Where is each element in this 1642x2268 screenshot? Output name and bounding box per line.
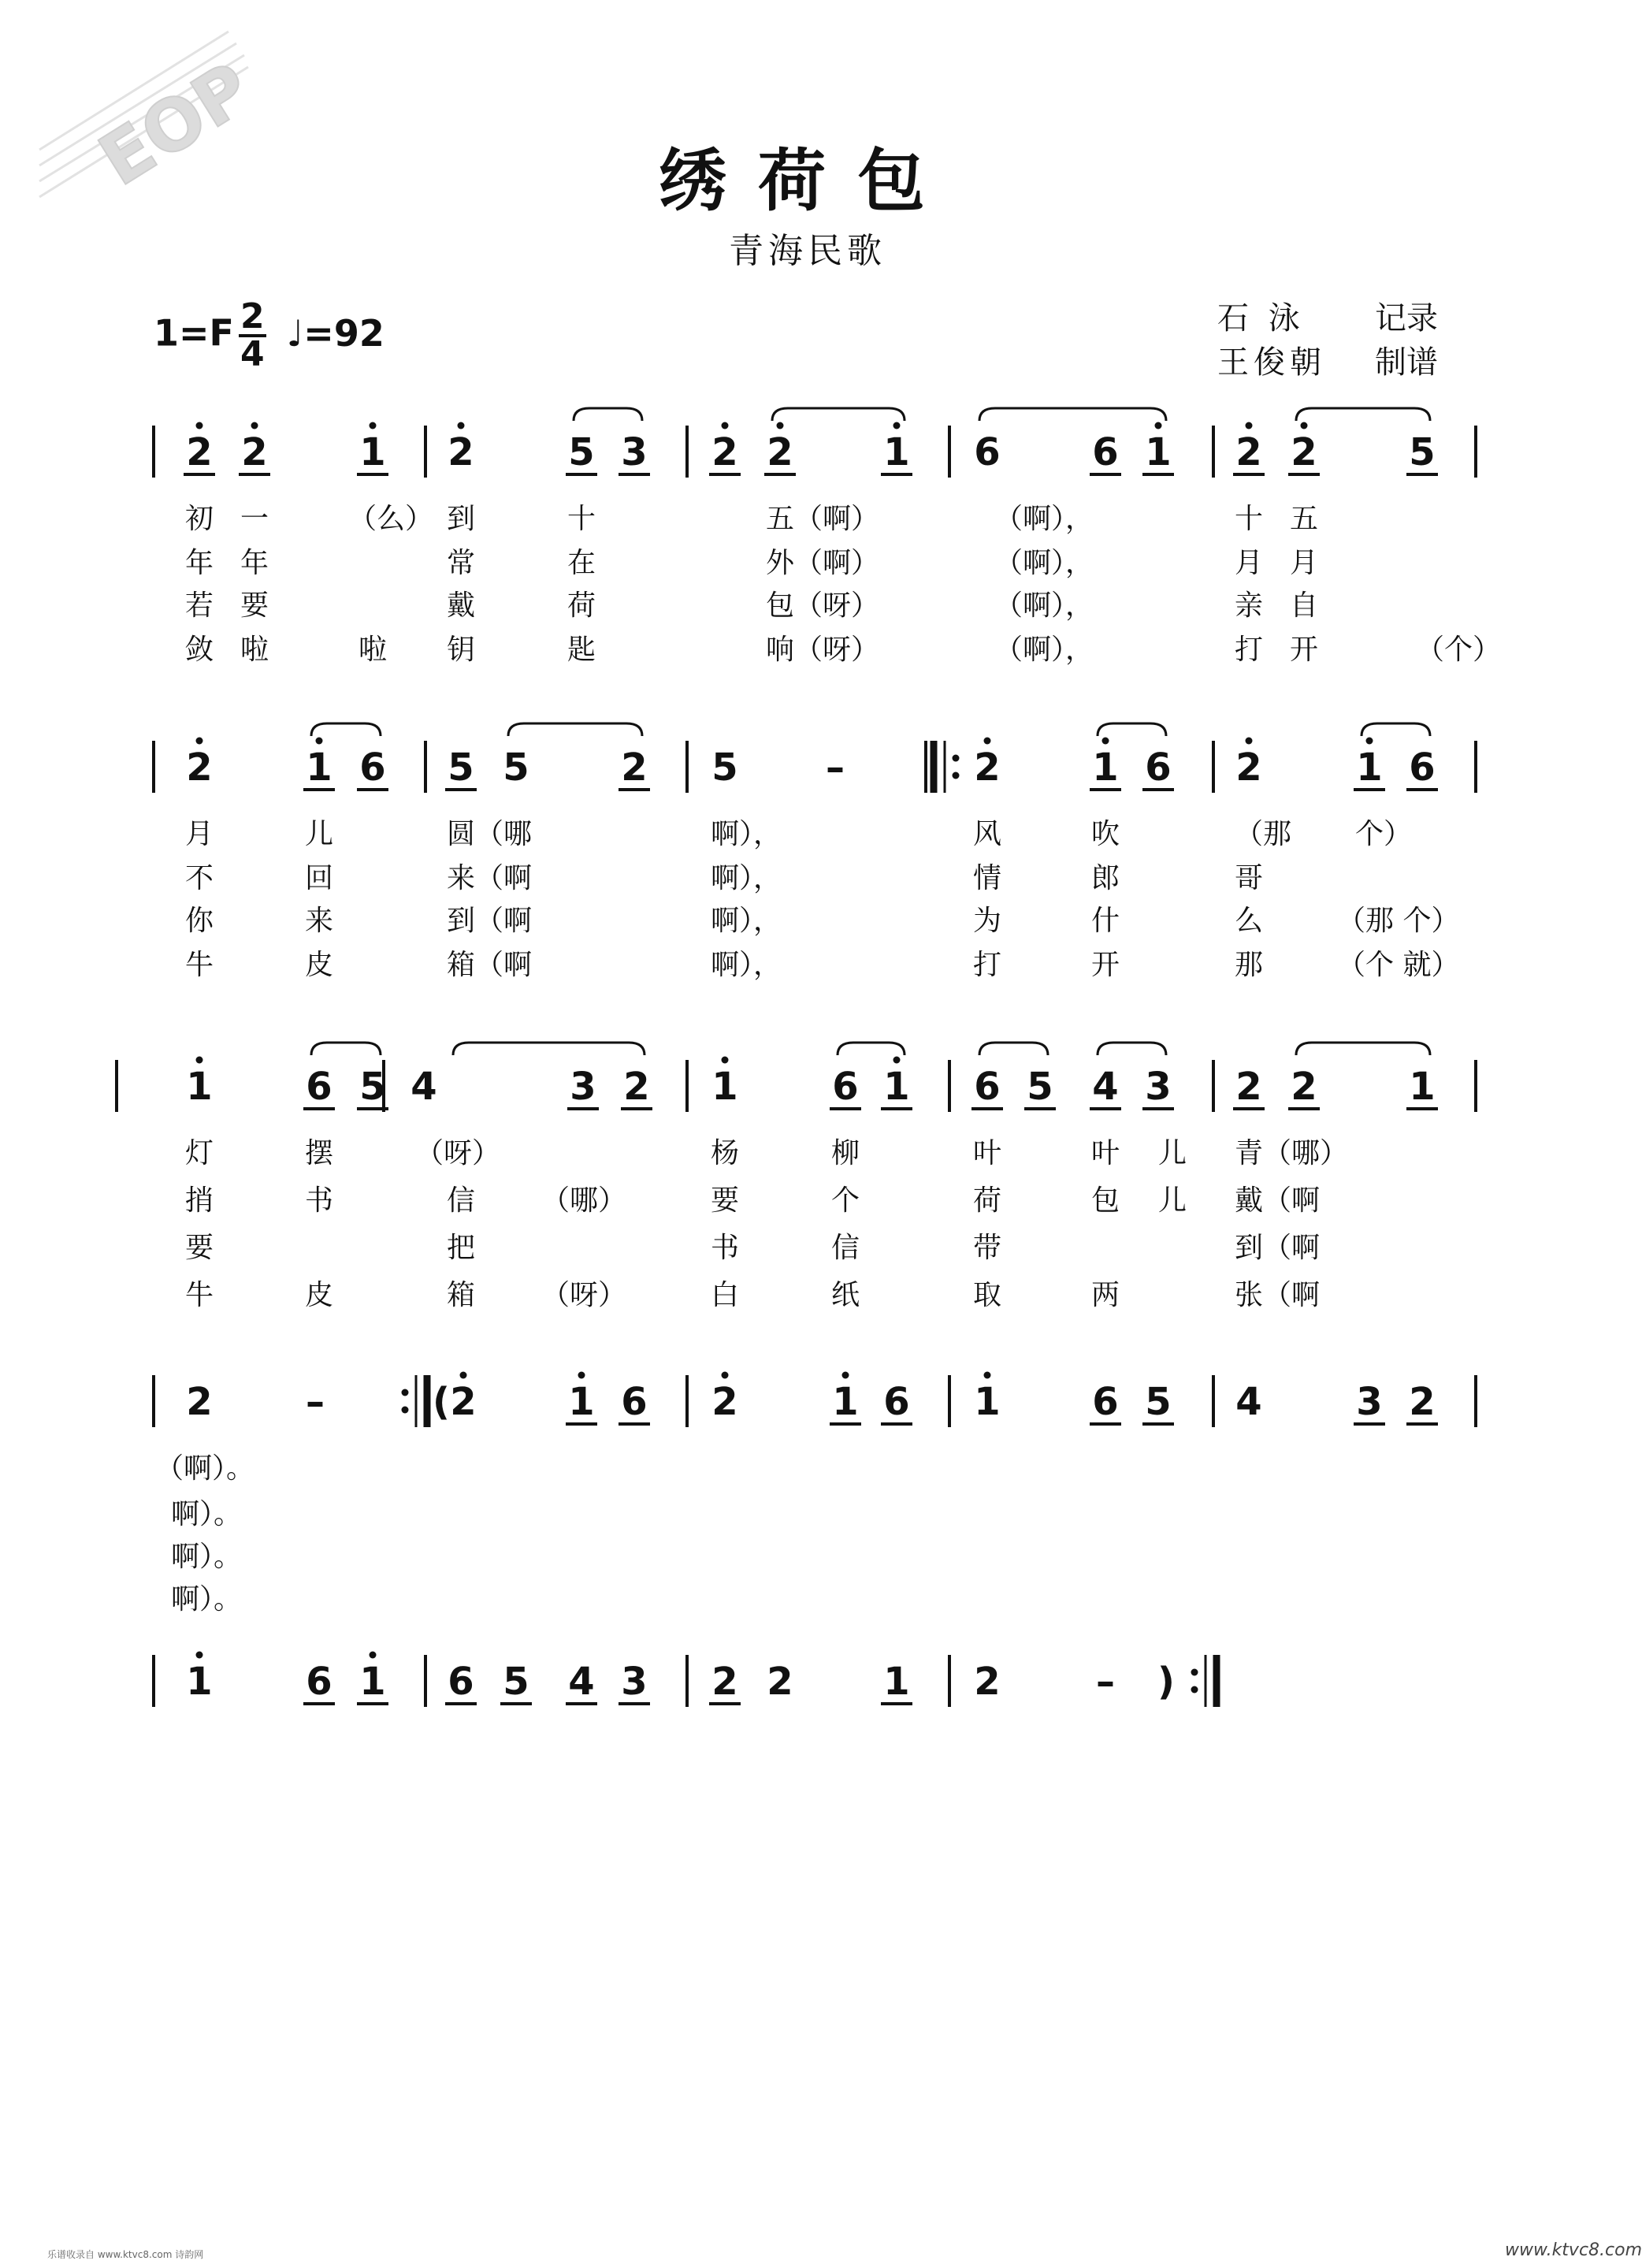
key-prefix: 1=F [154, 311, 234, 355]
note: 3 [621, 430, 648, 474]
lyric: 摆 [305, 1137, 334, 1169]
octave-dot [578, 1372, 585, 1379]
note: 6 [832, 1065, 859, 1109]
lyric: 风 [973, 818, 1002, 850]
lyric: 把 [447, 1232, 476, 1264]
lyric: 个） [1355, 818, 1413, 850]
lyric: 皮 [305, 1279, 334, 1311]
open-paren: ( [433, 1380, 450, 1424]
time-den: 4 [240, 334, 265, 374]
lyric: 十 [567, 503, 596, 535]
note: 1 [1145, 430, 1172, 474]
slur [838, 1043, 905, 1055]
octave-dot [196, 1057, 203, 1064]
lyric: 书 [711, 1232, 740, 1264]
note: 2 [621, 745, 648, 790]
octave-dot [842, 1372, 849, 1379]
lyric: 啊）。 [171, 1541, 243, 1573]
lyric: 圆（哪 [447, 818, 533, 850]
octave-dot [196, 1652, 203, 1659]
lyric: 月 [185, 818, 214, 850]
lyric: （哪） [541, 1184, 627, 1217]
note: 1 [832, 1380, 859, 1424]
note: 2 [1235, 1065, 1262, 1109]
note: 1 [711, 1065, 738, 1109]
lyric: 叶 [1091, 1137, 1120, 1169]
note: 2 [241, 430, 268, 474]
note: 1 [359, 430, 386, 474]
note: 2 [974, 745, 1001, 790]
lyric: 捎 [185, 1184, 214, 1217]
lyric: 杨 [711, 1137, 740, 1169]
octave-dot [1155, 422, 1162, 429]
slur [453, 1043, 645, 1055]
repeat-dot [1191, 1669, 1198, 1676]
lyric: 响（呀） [766, 634, 880, 666]
note: 1 [883, 1065, 910, 1109]
octave-dot [722, 1057, 729, 1064]
lyric: 包（呀） [766, 589, 880, 622]
octave-dot [984, 1372, 991, 1379]
note: 5 [1409, 430, 1436, 474]
note: 1 [1409, 1065, 1436, 1109]
note: 5 [568, 430, 595, 474]
lyric: 啊）。 [171, 1498, 243, 1530]
note: 6 [1092, 1380, 1119, 1424]
note: 2 [1291, 1065, 1317, 1109]
key-signature [154, 296, 384, 374]
note: 1 [883, 1660, 910, 1704]
lyric: 个 [831, 1184, 860, 1217]
note: 2 [1291, 430, 1317, 474]
repeat-dot [402, 1389, 409, 1396]
lyric: 箱（啊 [447, 949, 533, 981]
note: 5 [359, 1065, 386, 1109]
lyric: 要 [240, 589, 269, 622]
octave-dot [777, 422, 784, 429]
lyric: 皮 [305, 949, 334, 981]
lyric: 敛 [185, 634, 214, 666]
credit-name: 王俊朝 [1217, 344, 1326, 381]
lyric: 外（啊） [766, 547, 880, 579]
note: 6 [974, 1065, 1001, 1109]
score-notation [0, 410, 1615, 2222]
note: 2 [711, 1660, 738, 1704]
lyric: （个 就） [1337, 949, 1460, 981]
octave-dot [458, 422, 465, 429]
lyric: 你 [185, 905, 214, 937]
lyric: 叶 [973, 1137, 1002, 1169]
octave-dot [893, 422, 901, 429]
lyric: 灯 [185, 1137, 214, 1169]
lyric: 啊）。 [171, 1583, 243, 1615]
note: 1 [974, 1380, 1001, 1424]
lyric: 纸 [831, 1279, 860, 1311]
footer-site-url[interactable]: www.ktvc8.com [1505, 2240, 1642, 2260]
slur [311, 723, 381, 736]
time-num: 2 [240, 296, 265, 336]
lyric: 郎 [1091, 862, 1120, 894]
octave-dot [1246, 738, 1253, 745]
note: 2 [767, 430, 793, 474]
lyric: 到 [447, 503, 476, 535]
lyric: 吹 [1091, 818, 1120, 850]
lyric: 要 [185, 1232, 214, 1264]
note: 5 [503, 1660, 529, 1704]
lyric: 开 [1290, 634, 1319, 666]
lyric: 么 [1235, 905, 1264, 937]
lyric: 十 [1235, 503, 1264, 535]
octave-dot [893, 1057, 901, 1064]
note: 3 [570, 1065, 596, 1109]
note: 2 [448, 430, 474, 474]
note: 2 [450, 1380, 477, 1424]
footer-site-note: 乐谱收录自 www.ktvc8.com 诗韵网 [47, 2249, 204, 2260]
lyric: 打 [973, 949, 1002, 981]
lyric: 张（啊 [1235, 1279, 1321, 1311]
lyric: 带 [973, 1232, 1002, 1264]
note: 6 [306, 1660, 332, 1704]
lyric: 信 [831, 1232, 860, 1264]
credit-role: 制谱 [1375, 344, 1438, 381]
lyric: （啊）， [994, 589, 1094, 622]
lyric: 五（啊） [766, 503, 880, 535]
repeat-dot [402, 1407, 409, 1414]
octave-dot [251, 422, 258, 429]
note: 5 [711, 745, 738, 790]
note: 2 [186, 430, 213, 474]
lyric: 不 [185, 862, 214, 894]
note: 2 [711, 430, 738, 474]
note: 2 [974, 1660, 1001, 1704]
lyric: 书 [305, 1184, 334, 1217]
lyric: 在 [567, 547, 596, 579]
note: 3 [1145, 1065, 1172, 1109]
octave-dot [1366, 738, 1373, 745]
lyric: 若 [185, 589, 214, 622]
note: 6 [883, 1380, 910, 1424]
slur [1296, 1043, 1430, 1055]
note: 2 [623, 1065, 650, 1109]
lyric: （那 个） [1337, 905, 1460, 937]
note: – [306, 1380, 325, 1424]
note: 5 [1145, 1380, 1172, 1424]
note: 6 [306, 1065, 332, 1109]
lyric: 啊）， [711, 862, 782, 894]
octave-dot [722, 422, 729, 429]
slur [574, 408, 642, 421]
octave-dot [984, 738, 991, 745]
lyric: （呀） [541, 1279, 627, 1311]
lyric: 来（啊 [447, 862, 533, 894]
lyric: 情 [973, 862, 1002, 894]
lyric: 戴 [447, 589, 476, 622]
slur [1098, 1043, 1166, 1055]
note: 2 [186, 745, 213, 790]
slur [311, 1043, 381, 1055]
note: 1 [359, 1660, 386, 1704]
lyric: 到（啊 [1235, 1232, 1321, 1264]
lyric: 儿 [1158, 1137, 1187, 1169]
note: 3 [1356, 1380, 1383, 1424]
note: 2 [1235, 745, 1262, 790]
note: 2 [1235, 430, 1262, 474]
lyric: 钥 [447, 634, 476, 666]
lyric: 儿 [1158, 1184, 1187, 1217]
octave-dot [196, 738, 203, 745]
repeat-dot [953, 755, 960, 762]
lyric: 啦 [240, 634, 269, 666]
lyric: 两 [1091, 1279, 1120, 1311]
note: 2 [1409, 1380, 1436, 1424]
lyric: 自 [1290, 589, 1319, 622]
note: 4 [568, 1660, 595, 1704]
note: – [826, 745, 845, 790]
lyric: 年 [240, 547, 269, 579]
lyric: 回 [305, 862, 334, 894]
slur [1296, 408, 1430, 421]
slur [772, 408, 905, 421]
lyric: 一 [240, 503, 269, 535]
lyric: 柳 [831, 1137, 860, 1169]
note: 1 [186, 1660, 213, 1704]
lyric: 常 [447, 547, 476, 579]
lyric: （啊）， [994, 634, 1094, 666]
note: 6 [621, 1380, 648, 1424]
lyric: 牛 [185, 949, 214, 981]
octave-dot [370, 1652, 377, 1659]
lyric: 啊）， [711, 905, 782, 937]
note: 1 [306, 745, 332, 790]
lyric: （啊）。 [155, 1452, 255, 1485]
lyric: 儿 [305, 818, 334, 850]
note: 6 [1145, 745, 1172, 790]
lyric: （呀） [415, 1137, 501, 1169]
note: 3 [621, 1660, 648, 1704]
lyric: 戴（啊 [1235, 1184, 1321, 1217]
credit-name: 石 泳 [1217, 300, 1305, 336]
note: 2 [186, 1380, 213, 1424]
note: 6 [448, 1660, 474, 1704]
octave-dot [196, 422, 203, 429]
lyric: 要 [711, 1184, 740, 1217]
note: 4 [410, 1065, 437, 1109]
note: 2 [711, 1380, 738, 1424]
slur [1362, 723, 1430, 736]
note: – [1096, 1660, 1115, 1704]
lyric: 信 [447, 1184, 476, 1217]
repeat-dot [953, 772, 960, 779]
lyric: 年 [185, 547, 214, 579]
octave-dot [1102, 738, 1109, 745]
lyric: 到（啊 [447, 905, 533, 937]
lyric: 取 [973, 1279, 1002, 1311]
lyric: 来 [305, 905, 334, 937]
note: 1 [568, 1380, 595, 1424]
note: 1 [883, 430, 910, 474]
lyric: 开 [1091, 949, 1120, 981]
note: 1 [1356, 745, 1383, 790]
lyric: 月 [1235, 547, 1264, 579]
note: 6 [359, 745, 386, 790]
note: 2 [767, 1660, 793, 1704]
note: 4 [1235, 1380, 1262, 1424]
lyric: 为 [973, 905, 1002, 937]
note: 6 [1092, 430, 1119, 474]
credit-arranger [1217, 337, 1438, 382]
slur [508, 723, 642, 736]
note: 1 [186, 1065, 213, 1109]
note: 5 [503, 745, 529, 790]
note: 5 [448, 745, 474, 790]
lyric: （啊）， [994, 503, 1094, 535]
lyric: 哥 [1235, 862, 1264, 894]
time-signature [239, 296, 266, 374]
lyric: 亲 [1235, 589, 1264, 622]
lyric: 打 [1235, 634, 1264, 666]
note: 6 [1409, 745, 1436, 790]
lyric: 荷 [973, 1184, 1002, 1217]
note: 6 [974, 430, 1001, 474]
lyric: 青（哪） [1235, 1137, 1349, 1169]
lyric: 那 [1235, 949, 1264, 981]
note: 1 [1092, 745, 1119, 790]
slur [979, 408, 1166, 421]
lyric: 初 [185, 503, 214, 535]
octave-dot [722, 1372, 729, 1379]
lyric: （个） [1416, 634, 1502, 666]
lyric: （啊）， [994, 547, 1094, 579]
credit-recorder [1217, 293, 1438, 338]
lyric: 啊）， [711, 818, 782, 850]
lyric: （么） [348, 503, 434, 535]
slur [1098, 723, 1166, 736]
note: 5 [1027, 1065, 1053, 1109]
lyric: 五 [1290, 503, 1319, 535]
lyric: 匙 [567, 634, 596, 666]
lyric: 啦 [358, 634, 388, 666]
lyric: 什 [1091, 905, 1120, 937]
lyric: 白 [711, 1279, 740, 1311]
octave-dot [316, 738, 323, 745]
svg-text:EOP: EOP [85, 46, 266, 203]
tempo-marking: ♩=92 [286, 311, 384, 355]
credit-role: 记录 [1375, 300, 1438, 336]
slur [979, 1043, 1048, 1055]
repeat-dot [1191, 1686, 1198, 1694]
lyric: 箱 [447, 1279, 476, 1311]
octave-dot [460, 1372, 467, 1379]
lyric: 牛 [185, 1279, 214, 1311]
octave-dot [370, 422, 377, 429]
lyric: 月 [1290, 547, 1319, 579]
lyric: 包 [1091, 1184, 1120, 1217]
lyric: 荷 [567, 589, 596, 622]
octave-dot [1301, 422, 1308, 429]
note: 4 [1092, 1065, 1119, 1109]
song-subtitle: 青海民歌 [729, 231, 886, 271]
note: ) [1157, 1660, 1175, 1704]
song-title: 绣荷包 [659, 141, 957, 221]
octave-dot [1246, 422, 1253, 429]
lyric: （那 [1235, 818, 1292, 850]
lyric: 啊）， [711, 949, 782, 981]
